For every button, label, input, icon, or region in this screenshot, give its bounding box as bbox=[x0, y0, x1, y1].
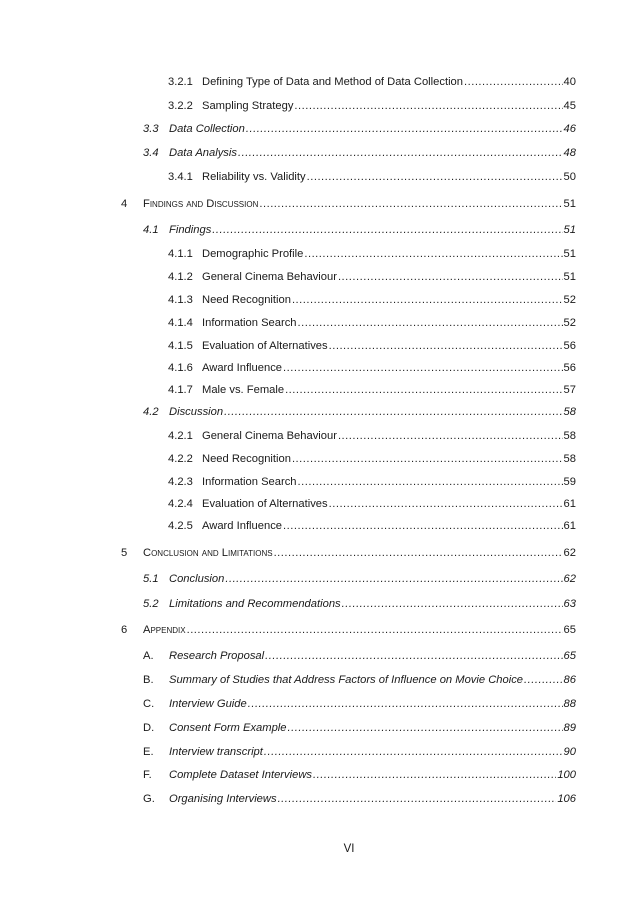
toc-entry-number: 4.2.5 bbox=[168, 520, 193, 532]
toc-entry-page: 50 bbox=[563, 171, 576, 183]
toc-entry-page: 51 bbox=[563, 271, 576, 283]
toc-entry-number: 3.4 bbox=[143, 147, 159, 159]
toc-entry[interactable] bbox=[143, 672, 576, 688]
toc-entry-number: 4.2.2 bbox=[168, 453, 193, 465]
toc-entry-number: 5.1 bbox=[143, 573, 159, 585]
toc-entry-page: 56 bbox=[563, 362, 576, 374]
toc-entry-title: Need Recognition bbox=[202, 453, 291, 465]
toc-entry-title: Demographic Profile bbox=[202, 248, 304, 260]
toc-entry[interactable] bbox=[121, 545, 576, 561]
toc-entry-title: Evaluation of Alternatives bbox=[202, 498, 328, 510]
toc-entry-title: Need Recognition bbox=[202, 294, 291, 306]
toc-entry-title: Defining Type of Data and Method of Data Collection bbox=[202, 76, 463, 88]
toc-entry-page: 45 bbox=[563, 100, 576, 112]
toc-entry-title: Findings bbox=[169, 224, 212, 236]
page-number: VI bbox=[343, 843, 355, 855]
toc-dot-leader bbox=[304, 246, 562, 262]
toc-entry[interactable] bbox=[168, 382, 576, 398]
toc-dot-leader bbox=[292, 451, 563, 467]
toc-entry-page: 65 bbox=[563, 650, 576, 662]
toc-entry-number: 3.4.1 bbox=[168, 171, 193, 183]
toc-dot-leader bbox=[259, 196, 562, 212]
toc-dot-leader bbox=[187, 622, 563, 638]
toc-entry-title: Appendix bbox=[143, 624, 186, 636]
toc-entry-title: Interview Guide bbox=[169, 698, 247, 710]
toc-dot-leader bbox=[338, 269, 563, 285]
toc-dot-leader bbox=[238, 145, 563, 161]
toc-dot-leader bbox=[298, 474, 563, 490]
toc-entry-title: Limitations and Recommendations bbox=[169, 598, 341, 610]
toc-dot-leader bbox=[313, 767, 556, 783]
toc-entry-number: 3.2.1 bbox=[168, 76, 193, 88]
toc-dot-leader bbox=[248, 696, 563, 712]
toc-entry-title: Discussion bbox=[169, 406, 224, 418]
toc-dot-leader bbox=[274, 545, 563, 561]
toc-entry-page: 58 bbox=[563, 430, 576, 442]
toc-entry-page: 65 bbox=[563, 624, 576, 636]
toc-entry-title: General Cinema Behaviour bbox=[202, 271, 337, 283]
toc-entry-number: 4.2.1 bbox=[168, 430, 193, 442]
toc-entry[interactable] bbox=[143, 571, 576, 587]
toc-entry-number: B. bbox=[143, 674, 154, 686]
toc-entry-page: 58 bbox=[563, 406, 576, 418]
toc-entry-title: Male vs. Female bbox=[202, 384, 285, 396]
toc-entry[interactable] bbox=[168, 360, 576, 376]
toc-dot-leader bbox=[288, 720, 563, 736]
toc-entry-title: Findings and Discussion bbox=[143, 198, 259, 210]
toc-entry[interactable] bbox=[143, 121, 576, 137]
toc-entry[interactable] bbox=[168, 496, 576, 512]
toc-entry-number: D. bbox=[143, 722, 155, 734]
toc-entry-number: 4.1.1 bbox=[168, 248, 193, 260]
toc-entry[interactable] bbox=[168, 474, 576, 490]
toc-entry[interactable] bbox=[143, 222, 576, 238]
toc-dot-leader bbox=[246, 121, 563, 137]
toc-entry[interactable] bbox=[168, 315, 576, 331]
toc-entry-page: 51 bbox=[563, 198, 576, 210]
toc-entry-number: 4.2 bbox=[143, 406, 159, 418]
toc-entry-number: E. bbox=[143, 746, 154, 758]
toc-entry[interactable] bbox=[168, 428, 576, 444]
toc-entry-title: Conclusion bbox=[169, 573, 225, 585]
toc-entry-title: Award Influence bbox=[202, 362, 283, 374]
toc-entry[interactable] bbox=[168, 246, 576, 262]
toc-entry[interactable] bbox=[143, 744, 576, 760]
toc-entry-page: 106 bbox=[557, 793, 576, 805]
toc-entry-title: Award Influence bbox=[202, 520, 283, 532]
toc-entry-page: 48 bbox=[563, 147, 576, 159]
toc-entry-number: 4.1 bbox=[143, 224, 159, 236]
toc-dot-leader bbox=[329, 496, 563, 512]
toc-entry-number: 5 bbox=[121, 547, 128, 559]
toc-entry-page: 62 bbox=[563, 547, 576, 559]
toc-entry[interactable] bbox=[168, 169, 576, 185]
toc-dot-leader bbox=[342, 596, 563, 612]
toc-entry-title: Consent Form Example bbox=[169, 722, 287, 734]
toc-entry-number: C. bbox=[143, 698, 155, 710]
toc-entry-page: 40 bbox=[563, 76, 576, 88]
toc-entry-page: 52 bbox=[563, 317, 576, 329]
toc-entry-number: 4 bbox=[121, 198, 128, 210]
toc-dot-leader bbox=[298, 315, 563, 331]
toc-entry[interactable] bbox=[143, 648, 576, 664]
toc-entry-title: Conclusion and Limitations bbox=[143, 547, 273, 559]
toc-dot-leader bbox=[307, 169, 563, 185]
toc-entry[interactable] bbox=[168, 74, 576, 90]
toc-entry-number: 4.1.6 bbox=[168, 362, 193, 374]
toc-entry-page: 62 bbox=[563, 573, 576, 585]
toc-entry[interactable] bbox=[168, 518, 576, 534]
toc-dot-leader bbox=[294, 98, 562, 114]
toc-entry[interactable] bbox=[143, 696, 576, 712]
toc-entry-number: 4.2.4 bbox=[168, 498, 193, 510]
toc-entry[interactable] bbox=[143, 404, 576, 420]
toc-entry-page: 61 bbox=[563, 498, 576, 510]
toc-entry-title: Complete Dataset Interviews bbox=[169, 769, 313, 781]
toc-entry-title: Summary of Studies that Address Factors of Influence on Movie Choice bbox=[169, 674, 524, 686]
toc-entry-page: 88 bbox=[563, 698, 576, 710]
toc-entry-number: 6 bbox=[121, 624, 128, 636]
toc-entry[interactable] bbox=[168, 451, 576, 467]
toc-entry[interactable] bbox=[143, 720, 576, 736]
toc-entry-number: 3.3 bbox=[143, 123, 159, 135]
toc-entry-page: 51 bbox=[563, 224, 576, 236]
toc-entry-page: 57 bbox=[563, 384, 576, 396]
toc-entry[interactable] bbox=[143, 145, 576, 161]
toc-entry-page: 89 bbox=[563, 722, 576, 734]
toc-dot-leader bbox=[278, 791, 557, 807]
toc-entry[interactable] bbox=[143, 596, 576, 612]
toc-dot-leader bbox=[283, 518, 563, 534]
toc-entry-title: Data Analysis bbox=[169, 147, 237, 159]
toc-entry[interactable] bbox=[143, 767, 576, 783]
toc-entry[interactable] bbox=[121, 196, 576, 212]
toc-entry-number: 4.1.4 bbox=[168, 317, 193, 329]
toc-entry-page: 56 bbox=[563, 340, 576, 352]
toc-dot-leader bbox=[283, 360, 563, 376]
toc-entry[interactable] bbox=[168, 292, 576, 308]
toc-entry-title: Sampling Strategy bbox=[202, 100, 294, 112]
toc-dot-leader bbox=[464, 74, 563, 90]
toc-dot-leader bbox=[329, 338, 563, 354]
toc-dot-leader bbox=[224, 404, 562, 420]
toc-entry-number: 4.1.7 bbox=[168, 384, 193, 396]
toc-dot-leader bbox=[285, 382, 562, 398]
toc-entry-page: 52 bbox=[563, 294, 576, 306]
toc-entry-title: General Cinema Behaviour bbox=[202, 430, 337, 442]
toc-entry-number: 3.2.2 bbox=[168, 100, 193, 112]
toc-dot-leader bbox=[338, 428, 563, 444]
toc-entry[interactable] bbox=[143, 791, 576, 807]
toc-dot-leader bbox=[292, 292, 563, 308]
toc-dot-leader bbox=[524, 672, 563, 688]
toc-entry-title: Interview transcript bbox=[169, 746, 263, 758]
toc-entry-number: G. bbox=[143, 793, 155, 805]
toc-entry-title: Reliability vs. Validity bbox=[202, 171, 306, 183]
toc-entry-number: 4.1.2 bbox=[168, 271, 193, 283]
toc-entry-title: Evaluation of Alternatives bbox=[202, 340, 328, 352]
toc-entry-page: 90 bbox=[563, 746, 576, 758]
toc-entry-page: 46 bbox=[563, 123, 576, 135]
toc-entry-number: 4.2.3 bbox=[168, 476, 193, 488]
toc-entry-title: Research Proposal bbox=[169, 650, 265, 662]
toc-dot-leader bbox=[264, 744, 563, 760]
toc-entry-number: A. bbox=[143, 650, 154, 662]
toc-entry-number: 5.2 bbox=[143, 598, 159, 610]
toc-entry-page: 86 bbox=[563, 674, 576, 686]
toc-entry-page: 59 bbox=[563, 476, 576, 488]
toc-entry-page: 51 bbox=[563, 248, 576, 260]
toc-entry-page: 61 bbox=[563, 520, 576, 532]
toc-entry-number: 4.1.3 bbox=[168, 294, 193, 306]
toc-dot-leader bbox=[212, 222, 562, 238]
toc-entry[interactable] bbox=[168, 269, 576, 285]
toc-entry-page: 100 bbox=[557, 769, 576, 781]
toc-entry[interactable] bbox=[168, 338, 576, 354]
toc-entry[interactable] bbox=[168, 98, 576, 114]
toc-entry-number: F. bbox=[143, 769, 152, 781]
toc-entry-page: 58 bbox=[563, 453, 576, 465]
toc-entry-title: Data Collection bbox=[169, 123, 245, 135]
toc-entry-title: Organising Interviews bbox=[169, 793, 277, 805]
toc-entry-page: 63 bbox=[563, 598, 576, 610]
toc-entry-number: 4.1.5 bbox=[168, 340, 193, 352]
toc-dot-leader bbox=[265, 648, 562, 664]
toc-entry-title: Information Search bbox=[202, 476, 297, 488]
toc-entry-title: Information Search bbox=[202, 317, 297, 329]
toc-entry[interactable] bbox=[121, 622, 576, 638]
toc-dot-leader bbox=[225, 571, 562, 587]
